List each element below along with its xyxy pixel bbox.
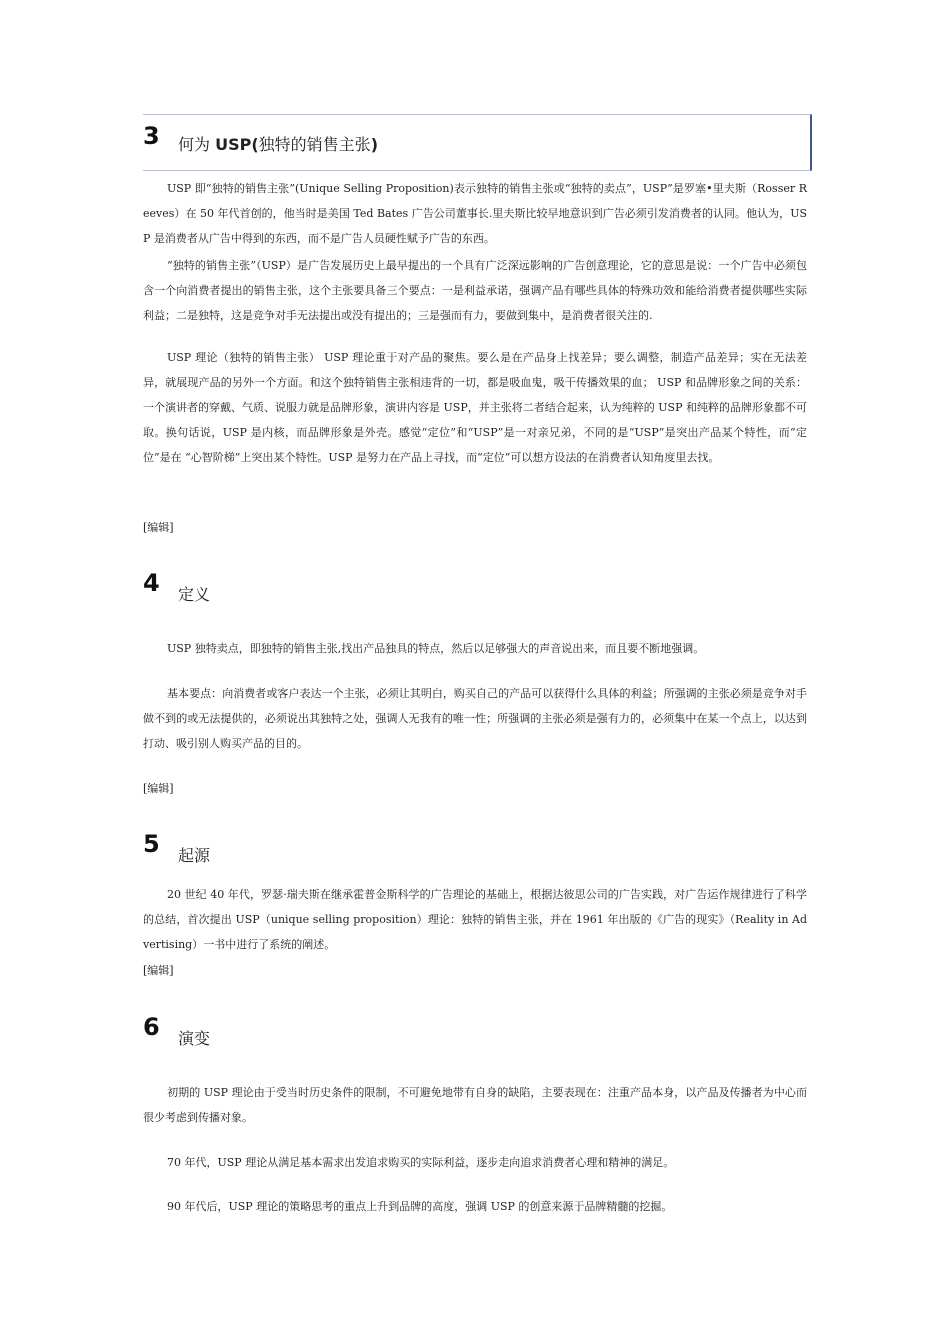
paragraph: 20 世纪 40 年代，罗瑟·瑞夫斯在继承霍普金斯科学的广告理论的基础上，根据达彼思公司的广告实践，对广告运作规律进行了科学的总结，首次提出 USP（unique selling proposition）理论：独特的销售主张，并在 1961 年出版的《广告的现实》（Reality in Advertising）一书中进行了系统的阐述。 — [143, 888, 807, 951]
paragraph: “独特的销售主张”（USP）是广告发展历史上最早提出的一个具有广泛深远影响的广告创意理论，它的意思是说：一个广告中必须包含一个向消费者提出的销售主张，这个主张要具备三个要点：一是利益承诺，强调产品有哪些具体的特殊功效和能给消费者提供哪些实际利益；二是独特，这是竞争对手无法提出或没有提出的；三是强而有力，要做到集中，是消费者很关注的. — [143, 259, 807, 322]
paragraph: 初期的 USP 理论由于受当时历史条件的限制，不可避免地带有自身的缺陷，主要表现在：注重产品本身，以产品及传播者为中心而很少考虑到传播对象。 — [143, 1086, 807, 1124]
section-title: 何为 USP(独特的销售主张) — [178, 135, 378, 154]
section-3-heading — [143, 114, 812, 171]
edit-link[interactable]: [编辑] — [143, 521, 174, 534]
paragraph: USP 理论（独特的销售主张） USP 理论重于对产品的聚焦。要么是在产品身上找差异；要么调整，制造产品差异；实在无法差异，就展现产品的另外一个方面。和这个独特销售主张相违背的一切，都是吸血鬼，吸干传播效果的血； USP 和品牌形象之间的关系：一个演讲者的穿戴、气质、说服力就是品牌形象，演讲内容是 USP，并主张将二者结合起来，认为纯粹的 USP 和纯粹的品牌形象都不可取。换句话说，USP 是内核，而品牌形象是外壳。感觉“定位”和“USP”是一对亲兄弟，不同的是“USP”是突出产品某个特性，而“定位”是在 “心智阶梯”上突出某个特性。USP 是努力在产品上寻找，而“定位”可以想方设法的在消费者认知角度里去找。 — [143, 351, 807, 464]
section-number: 5 — [143, 830, 160, 858]
section-title: 演变 — [178, 1029, 211, 1048]
section-6-heading — [143, 1013, 810, 1053]
section-4-heading — [143, 569, 810, 609]
section-number: 6 — [143, 1013, 160, 1041]
section-5-heading — [143, 830, 810, 870]
section-number: 4 — [143, 569, 160, 597]
edit-link[interactable]: [编辑] — [143, 964, 174, 977]
paragraph: USP 独特卖点，即独特的销售主张,找出产品独具的特点，然后以足够强大的声音说出来，而且要不断地强调。 — [167, 642, 705, 655]
section-title: 定义 — [178, 585, 211, 604]
section-title: 起源 — [178, 846, 211, 865]
paragraph: 90 年代后，USP 理论的策略思考的重点上升到品牌的高度，强调 USP 的创意来源于品牌精髓的挖掘。 — [167, 1200, 673, 1213]
paragraph: 70 年代，USP 理论从满足基本需求出发追求购买的实际利益，逐步走向追求消费者心理和精神的满足。 — [167, 1156, 675, 1169]
edit-link[interactable]: [编辑] — [143, 782, 174, 795]
section-number: 3 — [143, 122, 160, 150]
paragraph: USP 即“独特的销售主张”(Unique Selling Proposition)表示独特的销售主张或“独特的卖点”，USP”是罗塞•里夫斯（Rosser Reeves）在 50 年代首创的，他当时是美国 Ted Bates 广告公司董事长.里夫斯比较早地意识到广告必须引发消费者的认同。他认为，USP 是消费者从广告中得到的东西，而不是广告人员硬性赋予广告的东西。 — [143, 182, 807, 245]
paragraph: 基本要点：向消费者或客户表达一个主张，必须让其明白，购买自己的产品可以获得什么具体的利益；所强调的主张必须是竞争对手做不到的或无法提供的，必须说出其独特之处，强调人无我有的唯一性；所强调的主张必须是强有力的，必须集中在某一个点上，以达到打动、吸引别人购买产品的目的。 — [143, 687, 807, 750]
